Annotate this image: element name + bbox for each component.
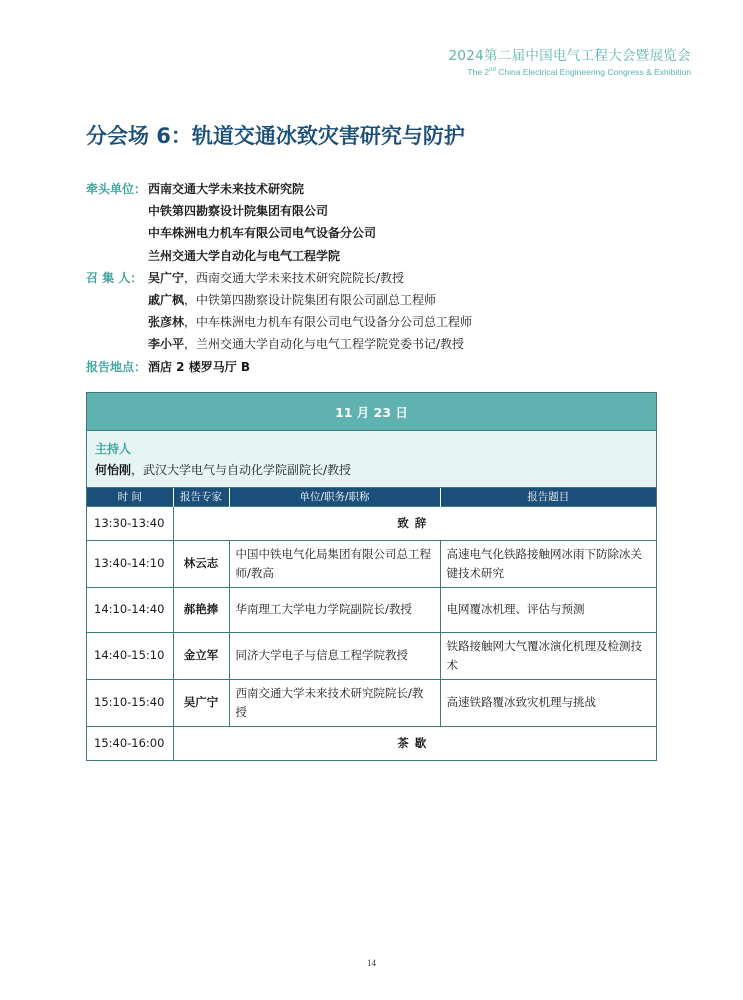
convener-name: 戚广枫 [148,293,185,308]
col-header-unit: 单位/职务/职称 [229,488,440,506]
table-row [87,679,656,726]
table-row [87,506,656,540]
subtitle-post: China Electrical Engineering Congress & Exhibition [495,67,691,77]
subtitle-sup: nd [489,67,496,74]
row-unit: 中国中铁电气化局集团有限公司总工程师/教高 [229,540,440,587]
convener-row [86,267,472,289]
row-unit: 西南交通大学未来技术研究院院长/教授 [229,679,440,726]
table-row [87,726,656,760]
convener-desc: ，西南交通大学未来技术研究院院长/教授 [184,270,405,285]
venue-value: 酒店 2 楼罗马厅 B [148,359,251,374]
row-time: 13:40-14:10 [87,540,173,587]
lead-unit-row [86,200,472,222]
host-name: 何怡刚 [95,463,132,477]
convener-name: 李小平 [148,337,185,352]
lead-unit: 中车株洲电力机车有限公司电气设备分公司 [148,226,377,241]
convener-name: 张彦林 [148,315,185,330]
row-unit: 华南理工大学电力学院副院长/教授 [229,587,440,632]
host-line [95,460,648,481]
row-unit: 同济大学电子与信息工程学院教授 [229,632,440,679]
table-row [87,587,656,632]
row-topic: 铁路接触网大气覆冰演化机理及检测技术 [440,632,656,679]
convener-desc: ，中铁第四勘察设计院集团有限公司副总工程师 [184,293,437,308]
row-span-label: 茶歇 [173,726,656,760]
lead-unit-row [86,245,472,267]
row-speaker: 金立军 [173,632,229,679]
convener-desc: ，中车株洲电力机车有限公司电气设备分公司总工程师 [184,315,473,330]
row-span-label: 致辞 [173,506,656,540]
row-speaker: 林云志 [173,540,229,587]
row-time: 15:40-16:00 [87,726,173,760]
lead-units-label: 牵头单位： [86,182,147,196]
session-info [86,178,472,378]
venue-row [86,356,472,378]
row-time: 14:10-14:40 [87,587,173,632]
conveners-label: 召 集 人： [86,270,143,285]
convener-row [86,333,472,355]
row-topic: 高速电气化铁路接触网冰雨下防除冰关键技术研究 [440,540,656,587]
col-header-topic: 报告题目 [440,488,656,506]
section-title: 分会场 6：轨道交通冰致灾害研究与防护 [86,124,465,148]
venue-label: 报告地点： [86,359,147,374]
lead-unit-row [86,222,472,244]
congress-title: 2024第二届中国电气工程大会暨展览会 [448,48,691,64]
row-time: 15:10-15:40 [87,679,173,726]
row-time: 14:40-15:10 [87,632,173,679]
table-header-row [87,488,656,506]
lead-unit: 西南交通大学未来技术研究院 [148,182,305,196]
lead-unit: 中铁第四勘察设计院集团有限公司 [148,204,329,219]
table-row [87,540,656,587]
convener-desc: ，兰州交通大学自动化与电气工程学院党委书记/教授 [184,337,465,352]
col-header-time: 时 间 [87,488,173,506]
schedule-date: 11 月 23 日 [87,393,656,431]
lead-unit: 兰州交通大学自动化与电气工程学院 [148,248,341,263]
schedule-table [86,392,657,761]
schedule-grid [87,488,656,760]
host-desc: ，武汉大学电气与自动化学院副院长/教授 [131,463,352,477]
row-speaker: 吴广宁 [173,679,229,726]
subtitle-pre: The 2 [467,67,490,77]
lead-unit-row [86,178,472,200]
host-block [87,431,656,488]
convener-name: 吴广宁 [148,270,185,285]
col-header-speaker: 报告专家 [173,488,229,506]
convener-row [86,311,472,333]
page-header [448,44,691,77]
page-number: 14 [367,958,376,968]
row-time: 13:30-13:40 [87,506,173,540]
row-topic: 高速铁路覆冰致灾机理与挑战 [440,679,656,726]
congress-subtitle [448,67,691,77]
row-speaker: 郝艳捧 [173,587,229,632]
table-row [87,632,656,679]
convener-row [86,289,472,311]
row-topic: 电网覆冰机理、评估与预测 [440,587,656,632]
host-label: 主持人 [95,442,132,456]
